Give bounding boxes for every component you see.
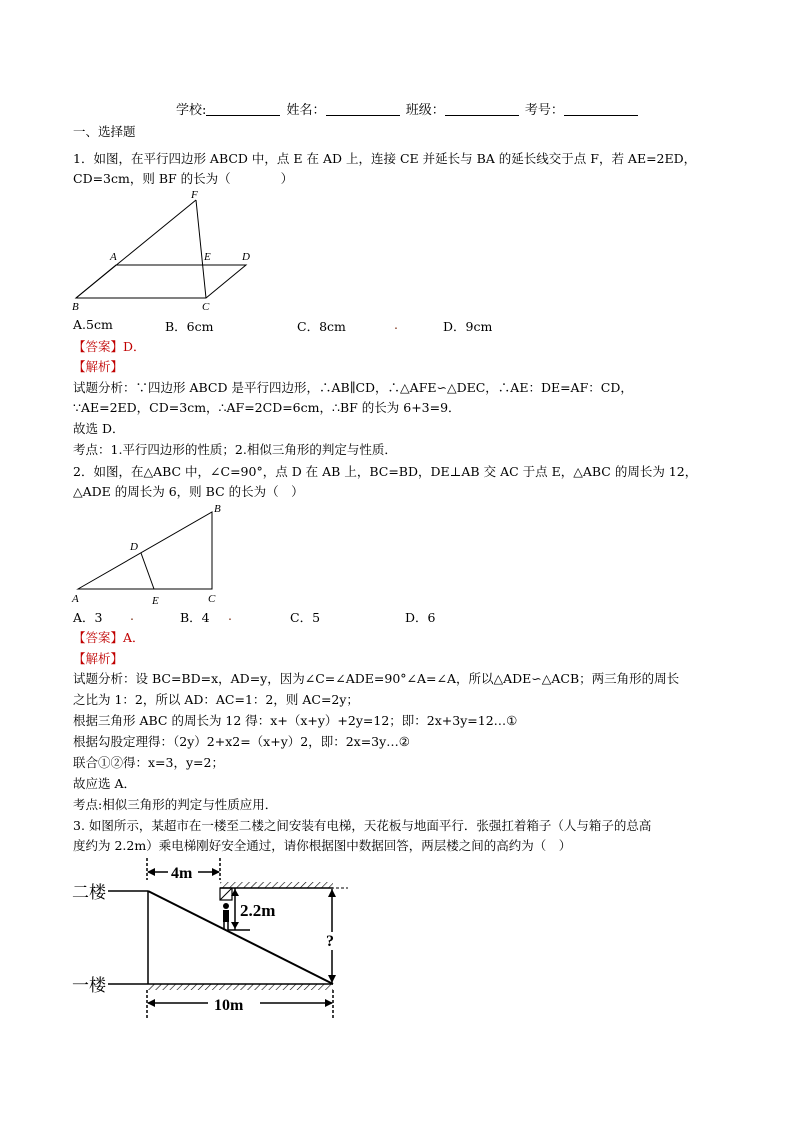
q2-option-d[interactable]: D．6 xyxy=(405,610,436,625)
q1-label-e: E xyxy=(204,251,211,263)
class-label: 班级： xyxy=(405,103,445,118)
q3-escalator-figure xyxy=(68,858,358,1028)
q2-option-dot-1: . xyxy=(130,608,134,623)
q2-option-c[interactable]: C．5 xyxy=(290,610,321,625)
q1-conclusion: 故选 D． xyxy=(73,421,125,436)
q1-label-f: F xyxy=(191,189,198,201)
q2-label-b: B xyxy=(214,503,221,515)
q3-floor1-label: 一楼 xyxy=(72,976,106,995)
section-title: 一、选择题 xyxy=(73,124,136,139)
q2-triangle-figure xyxy=(66,500,236,610)
q2-option-dot-2: . xyxy=(228,608,232,623)
q1-parallelogram-figure xyxy=(66,188,266,318)
name-blank[interactable] xyxy=(326,102,400,116)
q1-analysis-line2: ∵AE=2ED，CD=3cm，∴AF=2CD=6cm，∴BF 的长为 6+3=9． xyxy=(73,400,461,415)
school-blank[interactable] xyxy=(206,102,280,116)
q2-analysis-line3: 根据三角形 ABC 的周长为 12 得：x+（x+y）+2y=12；即：2x+3y=12…① xyxy=(73,713,518,728)
q3-dim-10m: 10m xyxy=(214,997,244,1014)
q1-option-c[interactable]: C．8cm xyxy=(297,319,346,334)
q3-dim-4m: 4m xyxy=(171,865,193,882)
q1-answer: 【答案】D． xyxy=(73,339,146,354)
q2-label-a: A xyxy=(72,593,79,605)
q2-label-d: D xyxy=(130,541,138,553)
q1-label-a: A xyxy=(110,251,117,263)
q2-option-b[interactable]: B．4 xyxy=(180,610,210,625)
q2-option-a[interactable]: A．3 xyxy=(73,610,103,625)
q1-label-c: C xyxy=(202,301,210,313)
q2-stem-line1: 2．如图，在△ABC 中，∠C=90°，点 D 在 AB 上，BC=BD，DE⊥AB 交 AC 于点 E，△ABC 的周长为 12， xyxy=(73,464,698,479)
q1-analysis-tag: 【解析】 xyxy=(73,359,124,374)
q2-conclusion: 故应选 A． xyxy=(73,776,137,791)
q1-stem-line1: 1．如图，在平行四边形 ABCD 中，点 E 在 AD 上，连接 CE 并延长与 BA 的延长线交于点 F，若 AE=2ED， xyxy=(73,151,697,166)
exam-no-label: 考号： xyxy=(524,103,564,118)
q1-option-b[interactable]: B．6cm xyxy=(165,319,214,334)
q2-analysis-line1 xyxy=(73,670,679,688)
q2-label-e: E xyxy=(152,595,159,607)
q1-stem-line2: CD=3cm，则 BF 的长为（ ） xyxy=(73,171,294,186)
q3-stem-line2: 度约为 2.2m）乘电梯刚好安全通过，请你根据图中数据回答，两层楼之间的高约为（ ） xyxy=(73,838,572,853)
q2-analysis-line1-text: 试题分析：设 BC=BD=x，AD=y，因为∠C=∠ADE=90°∠A=∠A，所以△ADE∽△ACB；两三角形的周长 xyxy=(73,671,680,686)
q2-analysis-line2: 之比为 1：2，所以 AD：AC=1：2，则 AC=2y； xyxy=(73,692,359,707)
q1-option-d[interactable]: D．9cm xyxy=(443,319,493,334)
q2-analysis-tag: 【解析】 xyxy=(73,651,124,666)
q3-floor2-label: 二楼 xyxy=(72,883,106,902)
q2-analysis-line4: 根据勾股定理得：（2y）2+x2=（x+y）2，即：2x=3y…② xyxy=(73,734,410,749)
q1-option-dot: . xyxy=(394,317,398,332)
q3-unknown-height: ? xyxy=(326,933,334,950)
q1-analysis-line1: 试题分析：∵四边形 ABCD 是平行四边形，∴AB∥CD，∴△AFE∽△DEC，∴AE：DE=AF：CD， xyxy=(73,380,633,395)
name-label: 姓名： xyxy=(286,103,326,118)
q2-label-c: C xyxy=(208,593,216,605)
q2-analysis-line5: 联合①②得：x=3，y=2； xyxy=(73,755,224,770)
q1-label-b: B xyxy=(72,301,79,313)
exam-header xyxy=(176,99,640,118)
school-label: 学校: xyxy=(176,103,207,118)
q1-label-d: D xyxy=(242,251,250,263)
class-blank[interactable] xyxy=(445,102,519,116)
q3-person-height: 2.2m xyxy=(240,901,276,920)
exam-no-blank[interactable] xyxy=(564,102,638,116)
q2-answer: 【答案】A． xyxy=(73,630,145,645)
q1-kaodian: 考点：1.平行四边形的性质；2.相似三角形的判定与性质． xyxy=(73,442,397,457)
q3-stem-line1: 3. 如图所示，某超市在一楼至二楼之间安装有电梯，天花板与地面平行．张强扛着箱子（人与箱子的总高 xyxy=(73,818,652,833)
q2-stem-line2: △ADE 的周长为 6，则 BC 的长为（ ） xyxy=(73,484,304,499)
q2-kaodian: 考点:相似三角形的判定与性质应用． xyxy=(73,797,278,812)
q1-option-a[interactable]: A.5cm xyxy=(73,317,113,332)
